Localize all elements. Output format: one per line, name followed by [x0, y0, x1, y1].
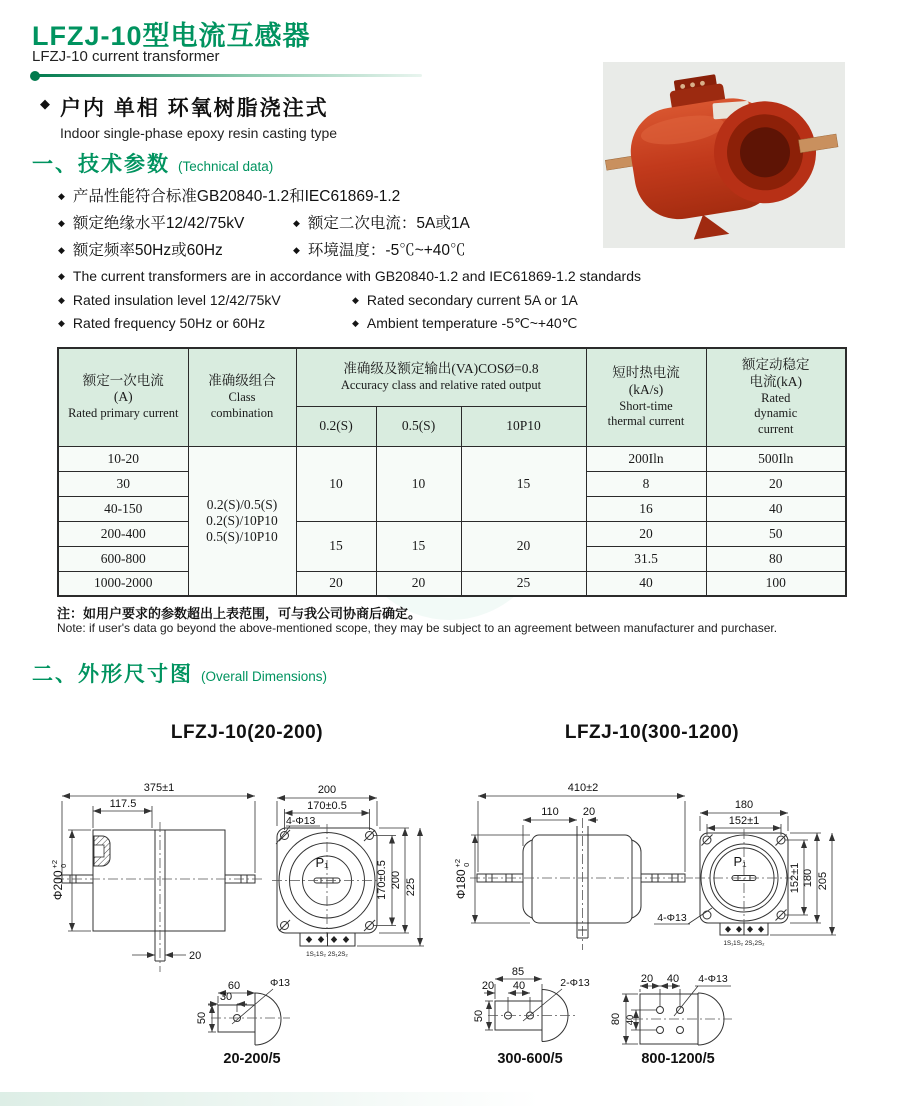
dim-v-plate: 200: [390, 870, 402, 890]
cell-primary: 30: [58, 471, 188, 496]
detail1-hole-label: 2-Φ13: [560, 977, 590, 989]
cell-primary: 200-400: [58, 521, 188, 546]
diamond-bullet-icon: ◆: [58, 271, 65, 281]
dim-holes-label: 4-Φ13: [286, 815, 316, 827]
spec-table-container: [57, 347, 845, 597]
col-header-accuracy-group: [296, 348, 586, 406]
header-en: combination: [210, 405, 274, 420]
diagram-title-right: LFZJ-10(300-1200): [564, 722, 740, 743]
detail1-label: 300-600/5: [497, 1051, 563, 1067]
spec-table: [57, 347, 847, 597]
bullet-en-3a: [58, 315, 265, 331]
class-line: 0.2(S)/0.5(S): [206, 496, 278, 512]
product-photo-drawing: [603, 62, 845, 248]
note-en: Note: if user's data go beyond the above-mentioned scope, they may be subject to an agreement between manufacturer and purchaser.: [57, 621, 778, 635]
header-cn: 额定一次电流: [82, 372, 164, 388]
dim-plate-width: 20: [189, 950, 202, 962]
detail-dim-w: 60: [227, 980, 241, 992]
diamond-bullet-icon: ◆: [352, 318, 359, 328]
header-en: Rated primary current: [68, 406, 179, 421]
cell-acc: 20: [296, 571, 376, 596]
detail2-dim-80: 80: [610, 1012, 622, 1026]
sub-header-02s: 0.2(S): [296, 406, 376, 446]
detail1-dim-w: 85: [511, 966, 525, 978]
product-photo: [603, 62, 845, 248]
header-cn: 准确级及额定输出(VA)COSØ=0.8: [343, 361, 539, 376]
diamond-bullet-icon: ◆: [293, 245, 300, 255]
cell-acc: 15: [296, 521, 376, 571]
col-header-class: [188, 348, 296, 446]
dim-v-span: 152±1: [789, 862, 801, 894]
detail1-dim-40: 40: [512, 980, 526, 992]
detail2-dim-40: 40: [666, 973, 680, 985]
feature-cn: 户内 单相 环氧树脂浇注式: [60, 97, 329, 120]
diamond-bullet-icon: ◆: [58, 191, 65, 201]
dim-v-plate: 180: [802, 868, 814, 888]
bullet-en-3b: [352, 315, 577, 332]
dim-v-total: 225: [405, 877, 417, 897]
section-1-heading: [32, 148, 273, 178]
page-title: LFZJ-10型电流互感器: [32, 21, 311, 51]
diamond-bullet-icon: ◆: [58, 295, 65, 305]
header-en: Short-time: [619, 398, 673, 413]
cell-acc: 25: [461, 571, 586, 596]
bullet-text: Rated secondary current 5A or 1A: [366, 292, 578, 308]
header-en: current: [758, 421, 794, 436]
bullet-text: Rated insulation level 12/42/75kV: [72, 292, 281, 308]
bullet-en-2b: [352, 292, 578, 308]
terminal-markings: 1S₁1S₂ 2S₁2S₂: [306, 951, 348, 958]
cell-primary: 10-20: [58, 446, 188, 471]
title-underline: [32, 74, 422, 77]
dim-hole-span: 152±1: [728, 815, 760, 827]
col-header-thermal: [586, 348, 706, 446]
cell-thermal: 20: [586, 521, 706, 546]
section-1-en: (Technical data): [178, 159, 274, 174]
cell-acc: 20: [461, 521, 586, 571]
bullet-text: 产品性能符合标准GB20840-1.2和IEC61869-1.2: [72, 188, 401, 205]
dim-v-span: 170±0.5: [376, 860, 388, 900]
cell-thermal: 200Iln: [586, 446, 706, 471]
cell-acc: 10: [296, 446, 376, 521]
section-1-cn: 一、技术参数: [32, 153, 170, 176]
feature-en: Indoor single-phase epoxy resin casting type: [60, 125, 338, 141]
dim-front-width: 180: [734, 799, 754, 811]
sub-header-10p10: 10P10: [461, 406, 586, 446]
header-cn: 电流(kA): [749, 373, 802, 389]
detail1-dim-h: 50: [473, 1009, 485, 1023]
dim-plate-width: 20: [582, 806, 596, 818]
diamond-bullet-icon: ◆: [58, 218, 65, 228]
cell-dynamic: 40: [706, 496, 846, 521]
cell-acc: 15: [376, 521, 461, 571]
cell-dynamic: 20: [706, 471, 846, 496]
header-cn: 额定动稳定: [742, 356, 810, 372]
diamond-bullet-icon: ◆: [58, 318, 65, 328]
bullet-en-1: [58, 268, 641, 284]
diamond-bullet-icon: ◆: [40, 96, 50, 111]
header-cn: 准确级组合: [208, 373, 276, 389]
dim-total-width: 410±2: [567, 782, 599, 794]
detail-label: 20-200/5: [223, 1051, 281, 1067]
header-en: Rated: [761, 390, 791, 405]
bullet-cn-1: [58, 184, 400, 206]
header-en: Class: [228, 390, 256, 405]
bullet-text: 额定二次电流：5A或1A: [307, 215, 470, 232]
section-2-cn: 二、外形尺寸图: [32, 663, 193, 686]
page-subtitle: LFZJ-10 current transformer: [32, 48, 220, 65]
p1-label: P₁: [733, 854, 747, 869]
detail-hole-label: Φ13: [269, 977, 291, 989]
cell-acc: 10: [376, 446, 461, 521]
cell-class-combination: [188, 446, 296, 596]
table-row: [58, 571, 846, 596]
side-body: [532, 835, 632, 923]
diagram-title-left: LFZJ-10(20-200): [170, 722, 324, 743]
dim-offset: 110: [541, 806, 559, 818]
diamond-bullet-icon: ◆: [58, 245, 65, 255]
class-line: 0.5(S)/10P10: [206, 528, 278, 544]
footer-strip: [0, 1092, 600, 1106]
dim-v-total: 205: [817, 871, 829, 891]
cell-primary: 40-150: [58, 496, 188, 521]
class-line: 0.2(S)/10P10: [206, 512, 278, 528]
bullet-cn-3b: [293, 238, 466, 260]
cell-acc: 15: [461, 446, 586, 521]
header-en: Accuracy class and relative rated output: [340, 377, 542, 392]
section-2-heading: [32, 658, 327, 688]
bullet-text: 额定绝缘水平12/42/75kV: [72, 215, 245, 232]
bullet-text: The current transformers are in accordance with GB20840-1.2 and IEC61869-1.2 standards: [72, 268, 642, 284]
bullet-cn-2a: [58, 211, 244, 233]
note-cn: 注：如用户要求的参数超出上表范围，可与我公司协商后确定。: [57, 606, 422, 621]
sub-header-05s: 0.5(S): [376, 406, 461, 446]
cell-thermal: 31.5: [586, 546, 706, 571]
side-body: [93, 830, 225, 931]
p1-label: P₁: [315, 855, 329, 870]
cell-primary: 600-800: [58, 546, 188, 571]
dim-hole-span: 170±0.5: [307, 800, 347, 812]
diagram-right: [450, 760, 890, 1074]
col-header-primary: [58, 348, 188, 446]
detail-dim-half: 30: [219, 991, 233, 1003]
cell-dynamic: 50: [706, 521, 846, 546]
cell-dynamic: 80: [706, 546, 846, 571]
dim-diameter: $\Phi 180^{+2}0$: [453, 858, 471, 900]
detail2-dim-40v: 40: [625, 1014, 636, 1026]
header-en: dynamic: [754, 406, 798, 421]
detail-dim-h: 50: [196, 1011, 208, 1025]
bullet-cn-3a: [58, 238, 223, 260]
section-2-en: (Overall Dimensions): [201, 669, 328, 684]
bullet-text: Ambient temperature -5℃~+40℃: [366, 315, 578, 331]
cell-acc: 20: [376, 571, 461, 596]
detail2-dim-20: 20: [640, 973, 654, 985]
header-en: thermal current: [607, 414, 685, 429]
dim-total-width: 375±1: [143, 782, 175, 794]
bullet-text: 额定频率50Hz或60Hz: [72, 242, 223, 259]
header-cn: 短时热电流: [612, 364, 680, 380]
cell-thermal: 40: [586, 571, 706, 596]
table-row: [58, 521, 846, 546]
bullet-cn-2b: [293, 211, 470, 233]
bullet-text: 环境温度：-5℃~+40℃: [307, 242, 466, 259]
bullet-en-2a: [58, 292, 281, 308]
cell-dynamic: 100: [706, 571, 846, 596]
header-unit: (kA/s): [628, 381, 664, 397]
detail2-label: 800-1200/5: [641, 1051, 715, 1067]
diagram-left: [28, 760, 458, 1074]
diamond-bullet-icon: ◆: [293, 218, 300, 228]
dim-front-width: 200: [317, 784, 337, 796]
rule-dot: [30, 71, 40, 81]
feature-line: [40, 92, 337, 141]
cell-primary: 1000-2000: [58, 571, 188, 596]
dim-offset: 117.5: [109, 798, 137, 810]
cell-dynamic: 500Iln: [706, 446, 846, 471]
cell-thermal: 16: [586, 496, 706, 521]
header-unit: (A): [113, 389, 133, 405]
detail2-hole-label: 4-Φ13: [698, 973, 728, 985]
bullet-text: Rated frequency 50Hz or 60Hz: [72, 315, 266, 331]
dim-diameter: $\Phi 200^{+2}0$: [50, 859, 68, 901]
diamond-bullet-icon: ◆: [352, 295, 359, 305]
cell-thermal: 8: [586, 471, 706, 496]
terminal-markings: 1S₁1S₂ 2S₁2S₂: [723, 940, 765, 947]
detail1-dim-20: 20: [481, 980, 495, 992]
dim-holes-label: 4-Φ13: [657, 912, 687, 924]
col-header-dynamic: [706, 348, 846, 446]
table-row: [58, 446, 846, 471]
